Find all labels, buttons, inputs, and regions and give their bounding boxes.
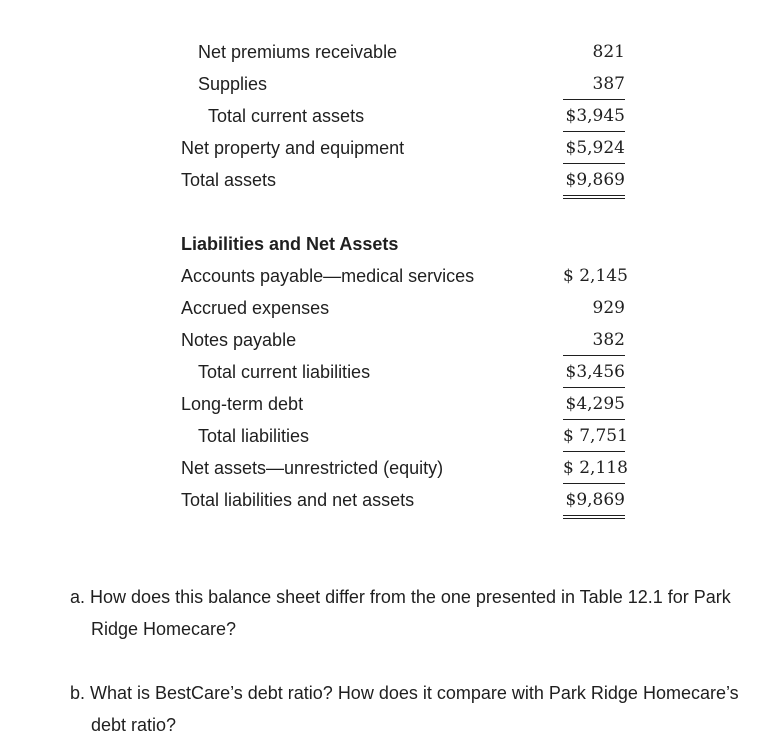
subtotal-rule xyxy=(563,419,625,420)
row-value: $3,456 xyxy=(565,362,625,382)
row-value: 821 xyxy=(592,42,625,62)
table-row xyxy=(0,424,780,456)
subtotal-rule xyxy=(563,483,625,484)
total-double-rule xyxy=(563,515,625,519)
question-letter: a. xyxy=(70,587,86,607)
subtotal-rule xyxy=(563,355,625,356)
question-a xyxy=(70,581,770,645)
row-value: $3,945 xyxy=(565,106,625,126)
table-row xyxy=(0,392,780,424)
row-label: Net assets—unrestricted (equity) xyxy=(181,458,444,478)
row-label: Total liabilities and net assets xyxy=(181,490,415,510)
subtotal-rule xyxy=(563,387,625,388)
question-b xyxy=(70,677,770,741)
row-label: Total current assets xyxy=(208,106,365,126)
question-text-line2: debt ratio? xyxy=(91,715,177,735)
section-heading: Liabilities and Net Assets xyxy=(181,234,399,254)
row-label: Supplies xyxy=(198,74,268,94)
question-text-line1: How does this balance sheet differ from the one presented in Table 12.1 for Park xyxy=(90,587,731,607)
table-row xyxy=(0,136,780,168)
question-text-line1: What is BestCare’s debt ratio? How does it compare with Park Ridge Homecare’s xyxy=(90,683,739,703)
row-value: 387 xyxy=(592,74,625,94)
subtotal-rule xyxy=(563,163,625,164)
question-text-line2: Ridge Homecare? xyxy=(91,619,237,639)
row-value: $ 2,118 xyxy=(563,458,628,478)
row-value: $9,869 xyxy=(565,170,625,190)
table-row xyxy=(0,72,780,104)
table-row xyxy=(0,296,780,328)
table-row xyxy=(0,104,780,136)
row-label: Long-term debt xyxy=(181,394,304,414)
row-value: $4,295 xyxy=(565,394,625,414)
row-value: $5,924 xyxy=(565,138,625,158)
row-label: Notes payable xyxy=(181,330,297,350)
question-letter: b. xyxy=(70,683,86,703)
row-value: 382 xyxy=(592,330,625,350)
row-label: Net premiums receivable xyxy=(198,42,398,62)
row-value: $ 7,751 xyxy=(563,426,628,446)
table-row xyxy=(0,264,780,296)
row-value: $9,869 xyxy=(565,490,625,510)
table-row xyxy=(0,168,780,200)
section-heading-row xyxy=(0,232,780,264)
subtotal-rule xyxy=(563,451,625,452)
row-value: 929 xyxy=(592,298,625,318)
subtotal-rule xyxy=(563,99,625,100)
total-double-rule xyxy=(563,195,625,199)
row-label: Total assets xyxy=(181,170,277,190)
table-row xyxy=(0,360,780,392)
row-label: Accrued expenses xyxy=(181,298,330,318)
table-row xyxy=(0,328,780,360)
table-row xyxy=(0,488,780,520)
table-row xyxy=(0,456,780,488)
row-label: Net property and equipment xyxy=(181,138,405,158)
table-row xyxy=(0,40,780,72)
row-label: Accounts payable—medical services xyxy=(181,266,475,286)
row-value: $ 2,145 xyxy=(563,266,628,286)
row-label: Total liabilities xyxy=(198,426,310,446)
subtotal-rule xyxy=(563,131,625,132)
row-label: Total current liabilities xyxy=(198,362,371,382)
